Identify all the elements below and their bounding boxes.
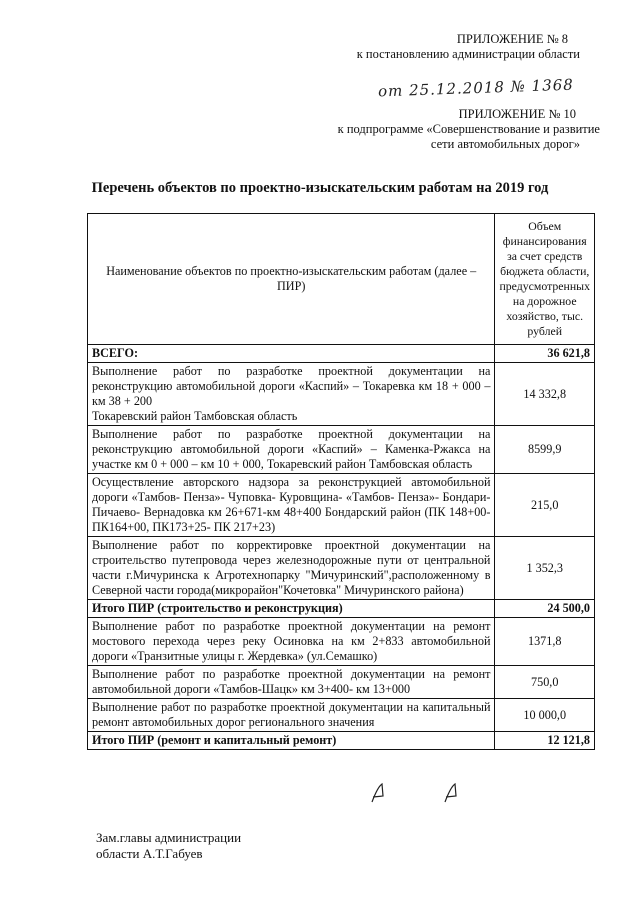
row-name-location: Токаревский район Тамбовская область	[92, 409, 298, 423]
table-row	[88, 426, 595, 474]
row-name: Выполнение работ по разработке проектной документации на капитальный ремонт автомобильных дорог регионального значения	[88, 699, 495, 732]
row-value: 1 352,3	[495, 537, 595, 600]
appendix10-title: ПРИЛОЖЕНИЕ № 10	[458, 107, 576, 121]
row-name: Выполнение работ по разработке проектной документации на реконструкцию автомобильной дороги «Каспий» – Каменка-Ржакса на участке км 0 + 000 – км 10 + 000, Токаревский район Тамбовская область	[88, 426, 495, 474]
table-row	[88, 474, 595, 537]
subtotal2-label: Итого ПИР (ремонт и капитальный ремонт)	[88, 732, 495, 750]
row-value: 8599,9	[495, 426, 595, 474]
objects-table	[87, 213, 595, 750]
table-row	[88, 699, 595, 732]
total-label: ВСЕГО:	[88, 345, 495, 363]
table-header-row	[88, 214, 595, 345]
row-value: 215,0	[495, 474, 595, 537]
table-row	[88, 618, 595, 666]
initials-mark-icon	[370, 782, 388, 804]
appendix8-reference: к постановлению администрации области	[356, 47, 580, 61]
row-value: 14 332,8	[495, 363, 595, 426]
signature-name: области А.Т.Габуев	[96, 846, 203, 861]
col-header-name: Наименование объектов по проектно-изыскательским работам (далее – ПИР)	[88, 214, 495, 345]
row-name-text: Выполнение работ по разработке проектной документации на реконструкцию автомобильной дороги «Каспий» – Токаревка км 18 + 000 – км 38 + 200	[92, 364, 491, 408]
table-row	[88, 666, 595, 699]
appendix8-block	[357, 32, 580, 62]
document-title: Перечень объектов по проектно-изыскательским работам на 2019 год	[91, 180, 549, 196]
appendix10-reference-line2: сети автомобильных дорог»	[430, 137, 580, 151]
row-name: Осуществление авторского надзора за реконструкцией автомобильной дороги «Тамбов- Пенза»- Чуповка- Куровщина- «Тамбов- Пенза»- Бондари- Пичаево- Вернадовка км 26+671-км 48+400 Бондарский район (ПК 148+00- ПК164+00, ПК173+25- ПК 217+23)	[88, 474, 495, 537]
row-name: Выполнение работ по разработке проектной документации на ремонт мостового перехода через реку Осиновка на км 2+833 автомобильной дороги «Транзитные улицы г. Жердевка» (ул.Семашко)	[88, 618, 495, 666]
row-value: 750,0	[495, 666, 595, 699]
row-name	[88, 363, 495, 426]
table-row-total	[88, 345, 595, 363]
appendix8-title: ПРИЛОЖЕНИЕ № 8	[456, 32, 568, 46]
subtotal1-value: 24 500,0	[495, 600, 595, 618]
table-row	[88, 537, 595, 600]
table-row	[88, 363, 595, 426]
row-name: Выполнение работ по корректировке проектной документации на строительство путепровода через железнодорожные пути от центральной части г.Мичуринска к Агротехнопарку "Мичуринский",расположенному в Северной части города(микрорайон"Кочетовка" Мичуринского района)	[88, 537, 495, 600]
table-row-subtotal-repair	[88, 732, 595, 750]
subtotal2-value: 12 121,8	[495, 732, 595, 750]
table-row-subtotal-construction	[88, 600, 595, 618]
appendix10-reference-line1: к подпрограмме «Совершенствование и развитие	[337, 122, 600, 136]
initials-mark-icon	[443, 782, 461, 804]
appendix10-block	[338, 107, 600, 152]
signature-position: Зам.главы администрации	[96, 830, 242, 845]
total-value: 36 621,8	[495, 345, 595, 363]
col-header-value: Объем финансирования за счет средств бюджета области, предусмотренных на дорожное хозяйство, тыс. рублей	[495, 214, 595, 345]
subtotal1-label: Итого ПИР (строительство и реконструкция)	[88, 600, 495, 618]
row-value: 10 000,0	[495, 699, 595, 732]
row-value: 1371,8	[495, 618, 595, 666]
signature-block	[96, 830, 241, 862]
row-name: Выполнение работ по разработке проектной документации на ремонт автомобильной дороги «Тамбов-Шацк» км 3+400- км 13+000	[88, 666, 495, 699]
handwritten-date: от 25.12.2018 № 1368	[377, 75, 575, 101]
